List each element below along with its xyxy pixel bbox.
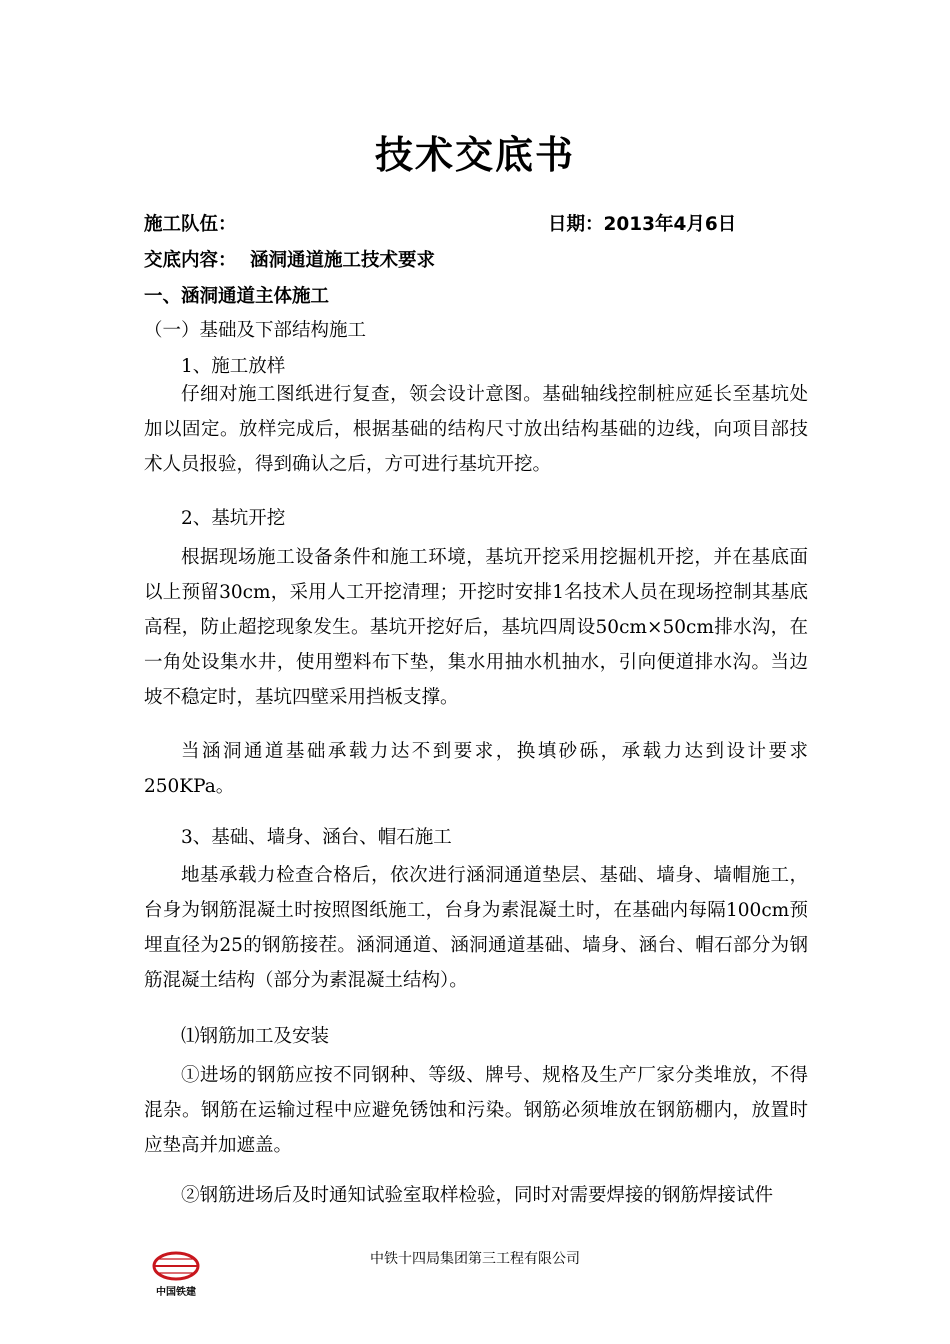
logo-caption: 中国铁建 [156, 1287, 196, 1298]
content-value: 涵洞通道施工技术要求 [250, 250, 436, 271]
item-heading-1: 1、施工放样 [181, 356, 286, 377]
content-label: 交底内容： [144, 250, 237, 271]
subsection-heading: （一）基础及下部结构施工 [144, 320, 367, 341]
item-heading-3: 3、基础、墙身、涵台、帽石施工 [181, 827, 452, 848]
section-heading: 一、涵洞通道主体施工 [144, 286, 330, 307]
paragraph-6: ②钢筋进场后及时通知试验室取样检验，同时对需要焊接的钢筋焊接试件 [181, 1185, 774, 1206]
paragraph-5: ①进场的钢筋应按不同钢种、等级、牌号、规格及生产厂家分类堆放，不得混杂。钢筋在运输过程中应避免锈蚀和污染。钢筋必须堆放在钢筋棚内，放置时应垫高并加遮盖。 [144, 1065, 808, 1156]
paragraph-3: 当涵洞通道基础承载力达不到要求，换填砂砾，承载力达到设计要求250KPa。 [144, 741, 808, 797]
paragraph-4: 地基承载力检查合格后，依次进行涵洞通道垫层、基础、墙身、墙帽施工，台身为钢筋混凝土时按照图纸施工，台身为素混凝土时，在基础内每隔100cm预埋直径为25的钢筋接茬。涵洞通道、涵洞通道基础、墙身、涵台、帽石部分为钢筋混凝土结构（部分为素混凝土结构）。 [144, 865, 808, 991]
item-heading-2: 2、基坑开挖 [181, 508, 286, 529]
paragraph-1: 仔细对施工图纸进行复查，领会设计意图。基础轴线控制桩应延长至基坑处加以固定。放样完成后，根据基础的结构尺寸放出结构基础的边线，向项目部技术人员报验，得到确认之后，方可进行基坑开挖。 [144, 384, 808, 475]
date-label: 日期：2013年4月6日 [548, 214, 737, 235]
paragraph-2: 根据现场施工设备条件和施工环境，基坑开挖采用挖掘机开挖，并在基底面以上预留30cm，采用人工开挖清理；开挖时安排1名技术人员在现场控制其基底高程，防止超挖现象发生。基坑开挖好后，基坑四周设50cm×50cm排水沟，在一角处设集水井，使用塑料布下垫，集水用抽水机抽水，引向便道排水沟。当边坡不稳定时，基坑四壁采用挡板支撑。 [144, 547, 808, 708]
item-heading-4: ⑴钢筋加工及安装 [181, 1026, 330, 1047]
footer-company: 中铁十四局集团第三工程有限公司 [370, 1251, 580, 1267]
team-label: 施工队伍： [144, 214, 237, 235]
document-title: 技术交底书 [374, 133, 575, 177]
